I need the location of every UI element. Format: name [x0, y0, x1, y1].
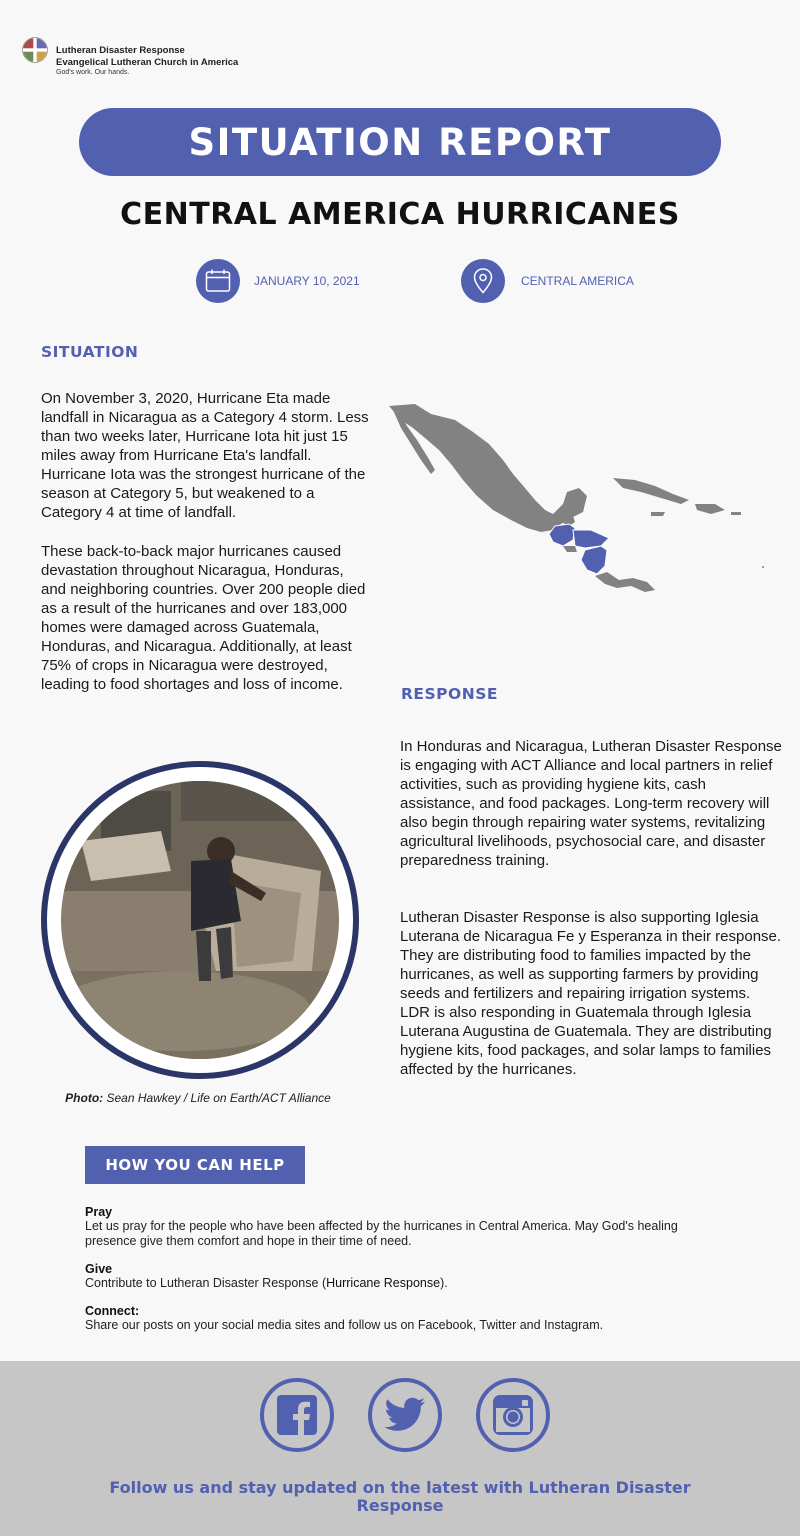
- connect-label: Connect:: [85, 1304, 140, 1318]
- map-mexico: [389, 404, 587, 532]
- connect-text: Share our posts on your social media sites and follow us on Facebook, Twitter and Instagram.: [85, 1318, 604, 1332]
- facebook-button[interactable]: [260, 1378, 334, 1452]
- map-costa-rica-panama: [595, 572, 655, 592]
- hurricane-response-link[interactable]: Hurricane Response: [326, 1276, 441, 1290]
- report-location: CENTRAL AMERICA: [521, 274, 634, 288]
- photo-frame: [41, 761, 359, 1079]
- page-title: CENTRAL AMERICA HURRICANES: [120, 197, 680, 232]
- tagline: God's work. Our hands.: [56, 69, 130, 76]
- map-honduras: [573, 530, 609, 548]
- response-paragraph-1: In Honduras and Nicaragua, Lutheran Disaster Response is engaging with ACT Alliance and local partners in relief activities, such as providing hygiene kits, cash assistance, and food packages. Long-term recovery will also begin through repairing water systems, revitalizing agricultural livelihoods, psychosocial care, and disaster preparedness training.: [400, 738, 782, 869]
- map-cuba: [613, 478, 689, 504]
- title-banner: [79, 108, 721, 176]
- map-el-salvador: [563, 546, 577, 552]
- twitter-icon: [384, 1397, 426, 1433]
- central-america-map: [385, 400, 775, 600]
- hurricane-photo: [61, 781, 339, 1059]
- org-name: Lutheran Disaster Response: [56, 45, 185, 56]
- footer-follow-text: Follow us and stay updated on the latest with Lutheran Disaster Response: [109, 1478, 691, 1515]
- pray-text: Let us pray for the people who have been affected by the hurricanes in Central America. May God's healing presence give them comfort and hope in their time of need.: [85, 1219, 678, 1248]
- instagram-icon: [493, 1395, 533, 1435]
- situation-heading: SITUATION: [41, 343, 139, 361]
- facebook-icon: [277, 1395, 317, 1435]
- situation-paragraph-1: On November 3, 2020, Hurricane Eta made landfall in Nicaragua as a Category 4 storm. Less than two weeks later, Hurricane Iota hit just 15 miles away from Hurricane Eta's landfall. Hurricane Iota was the strongest hurricane of the season at Category 5, but weakened to a Category 4 at time of landfall.: [41, 390, 369, 521]
- church-name: Evangelical Lutheran Church in America: [56, 57, 239, 68]
- map-nicaragua: [581, 546, 607, 574]
- situation-paragraph-2: These back-to-back major hurricanes caused devastation throughout Nicaragua, Honduras, and neighboring countries. Over 200 people died as a result of the hurricanes and over 183,000 homes were damaged across Guatemala, Honduras, and Nicaragua. Additionally, at least 75% of crops in Nicaragua were destroyed, leading to food shortages and loss of income.: [41, 543, 366, 693]
- photo-caption-text: Sean Hawkey / Life on Earth/ACT Alliance: [106, 1091, 331, 1105]
- photo-caption: [0, 1091, 396, 1105]
- pray-label: Pray: [85, 1205, 113, 1219]
- help-heading-box: [85, 1146, 305, 1184]
- ldr-logo: [22, 37, 48, 63]
- banner-title: SITUATION REPORT: [188, 120, 612, 164]
- response-paragraph-2: Lutheran Disaster Response is also supporting Iglesia Luterana de Nicaragua Fe y Esperanza in their response. They are distributing food to families impacted by the hurricanes, as well as supporting farmers by providing seeds and fertilizers and repairing irrigation systems. LDR is also responding in Guatemala through Iglesia Luterana Augustina de Guatemala. They are distributing hygiene kits, food packages, and solar lamps to families affected by the hurricanes.: [400, 909, 782, 1078]
- twitter-button[interactable]: [368, 1378, 442, 1452]
- map-puerto-rico: [731, 512, 741, 515]
- help-heading: HOW YOU CAN HELP: [105, 1156, 285, 1174]
- calendar-icon: [196, 259, 240, 303]
- report-date: JANUARY 10, 2021: [254, 274, 360, 288]
- give-text: [85, 1276, 685, 1291]
- instagram-button[interactable]: [476, 1378, 550, 1452]
- give-label: Give: [85, 1262, 113, 1276]
- map-jamaica: [651, 512, 665, 516]
- map-pin-icon: [461, 259, 505, 303]
- map-hispaniola: [695, 504, 725, 514]
- give-prefix: Contribute to Lutheran Disaster Response (: [85, 1276, 327, 1290]
- give-suffix: ).: [440, 1276, 448, 1290]
- photo-caption-label: Photo:: [65, 1091, 104, 1105]
- response-heading: RESPONSE: [401, 685, 498, 703]
